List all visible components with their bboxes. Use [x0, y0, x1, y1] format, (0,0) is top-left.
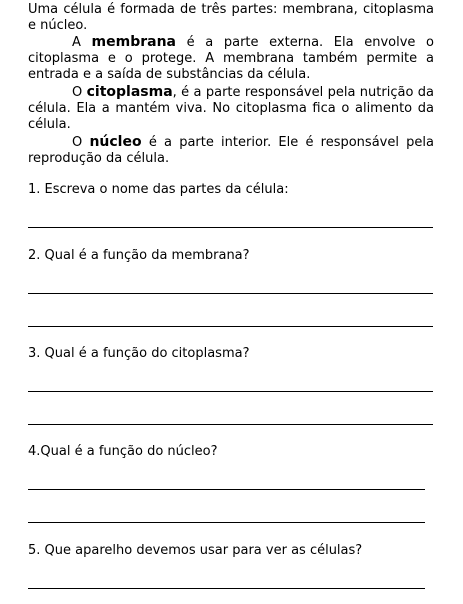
- question-5: 5. Que aparelho devemos usar para ver as células?: [28, 543, 363, 558]
- answer-line[interactable]: [28, 489, 425, 490]
- nucleo-prefix: O: [72, 135, 90, 150]
- question-4: 4.Qual é a função do núcleo?: [28, 444, 218, 459]
- membrana-text: é a parte externa. Ela envolve o citoplasma e o protege. A membrana também permite a entrada e a saída de substâncias da célula.: [28, 35, 434, 82]
- answer-line[interactable]: [28, 227, 433, 228]
- membrana-paragraph: [28, 34, 434, 83]
- answer-line[interactable]: [28, 522, 425, 523]
- citoplasma-term: citoplasma: [86, 84, 173, 100]
- answer-line[interactable]: [28, 326, 433, 327]
- question-3: 3. Qual é a função do citoplasma?: [28, 346, 250, 361]
- citoplasma-prefix: O: [72, 85, 87, 100]
- citoplasma-paragraph: [28, 84, 434, 133]
- citoplasma-text: , é a parte responsável pela nutrição da célula. Ela a mantém viva. No citoplasma fica o alimento da célula.: [28, 85, 434, 132]
- nucleo-paragraph: [28, 134, 434, 167]
- nucleo-term: núcleo: [89, 134, 142, 150]
- membrana-prefix: A: [72, 35, 92, 50]
- nucleo-text: é a parte interior. Ele é responsável pela reprodução da célula.: [28, 135, 434, 166]
- answer-line[interactable]: [28, 588, 425, 589]
- answer-line[interactable]: [28, 293, 433, 294]
- answer-line[interactable]: [28, 424, 433, 425]
- question-2: 2. Qual é a função da membrana?: [28, 248, 250, 263]
- answer-line[interactable]: [28, 391, 433, 392]
- membrana-term: membrana: [91, 34, 176, 50]
- question-1: 1. Escreva o nome das partes da célula:: [28, 182, 289, 197]
- intro-paragraph: Uma célula é formada de três partes: membrana, citoplasma e núcleo.: [28, 2, 434, 33]
